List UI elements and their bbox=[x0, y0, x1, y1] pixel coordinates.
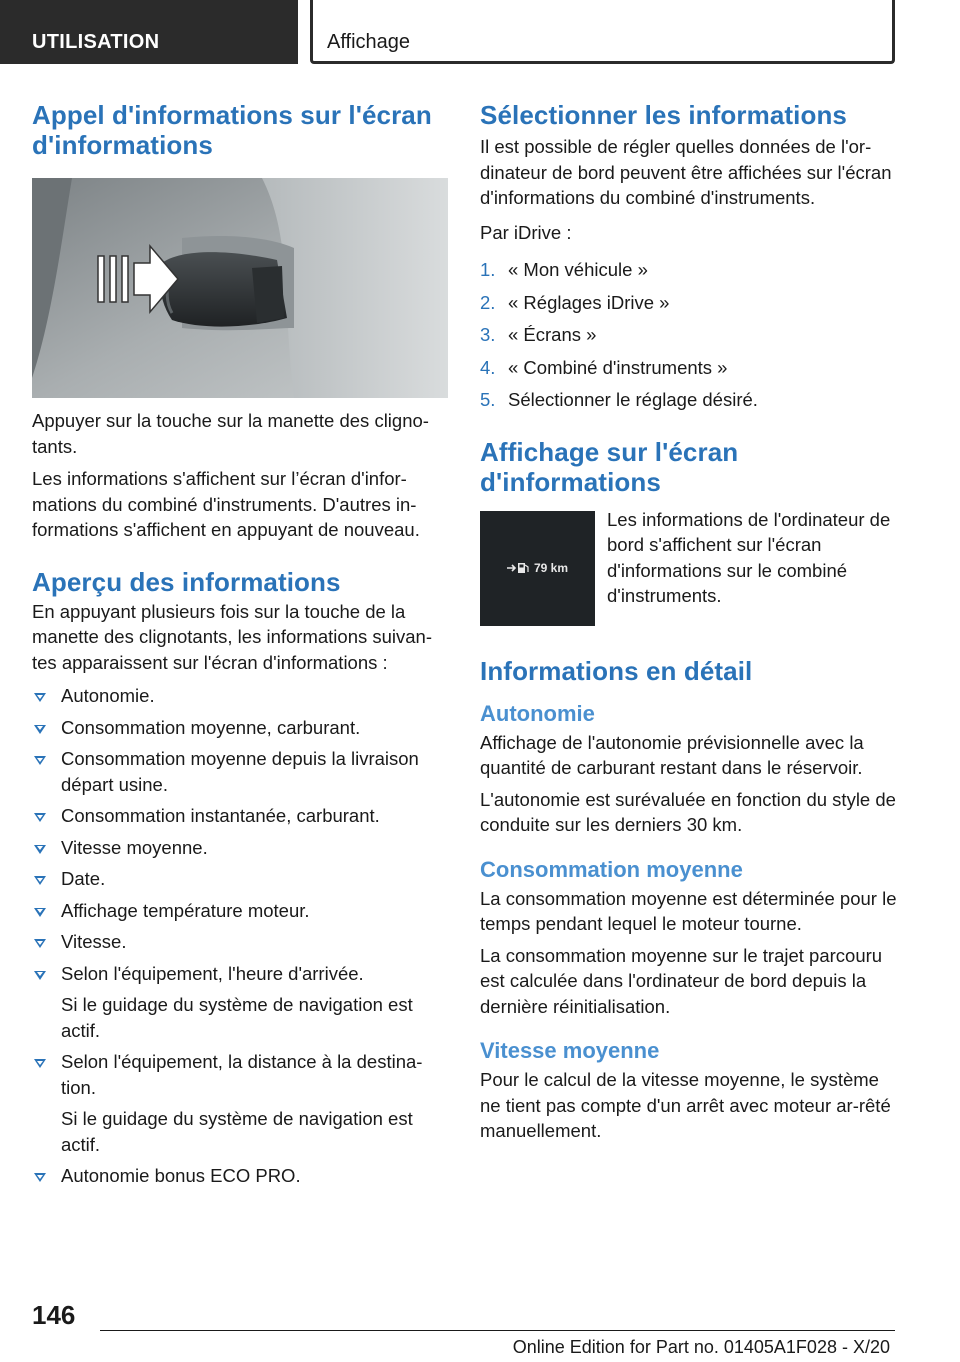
page-number: 146 bbox=[32, 1300, 76, 1330]
bullet-triangle-icon bbox=[34, 693, 46, 702]
paragraph-idrive: Par iDrive : bbox=[480, 221, 572, 243]
topic-tab: Affichage bbox=[310, 0, 895, 64]
idrive-steps bbox=[480, 257, 898, 413]
list-item: Autonomie bonus ECO PRO. bbox=[32, 1163, 448, 1189]
info-list bbox=[32, 683, 448, 986]
paragraph-range-2: L'autonomie est surévaluée en fonction du style de conduite sur les derniers 30 km. bbox=[480, 788, 896, 835]
bullet-triangle-icon bbox=[34, 939, 46, 948]
section-tab: UTILISATION bbox=[0, 0, 298, 64]
list-item: Vitesse. bbox=[32, 929, 448, 955]
list-item: Autonomie. bbox=[32, 683, 448, 709]
step-item: 5. Sélectionner le réglage désiré. bbox=[480, 389, 758, 410]
heading-overview: Aperçu des informations bbox=[32, 566, 341, 597]
paragraph-range-1: Affichage de l'autonomie prévisionnelle avec la quantité de carburant restant dans le réservoir. bbox=[480, 731, 864, 778]
paragraph-consumption-2: La consommation moyenne sur le trajet parcouru est calculée dans l'ordinateur de bord depuis la dernière réinitialisation. bbox=[480, 944, 883, 1017]
paragraph-overview: En appuyant plusieurs fois sur la touche de la manette des clignotants, les informations suivan-tes apparaissent sur l'écran d'informations : bbox=[32, 600, 433, 673]
list-item: Date. bbox=[32, 866, 448, 892]
right-column bbox=[480, 100, 898, 1144]
note-navigation: Si le guidage du système de navigation est actif. bbox=[61, 994, 413, 1041]
heading-display: Affichage sur l'écran d'informations bbox=[480, 436, 739, 497]
paragraph-speed: Pour le calcul de la vitesse moyenne, le système ne tient pas compte d'un arrêt avec moteur ar-rêté manuellement. bbox=[480, 1069, 891, 1141]
paragraph-display: Les informations de l'ordinateur de bord s'affichent sur l'écran d'informations sur le combiné d'instruments. bbox=[607, 508, 891, 606]
paragraph-show: Les informations s'affichent sur l’écran d'infor-mations du combiné d'instruments. D'autres in-formations s'affichent en appuyant de nouveau. bbox=[32, 468, 420, 540]
heading-select-info: Sélectionner les informations bbox=[480, 100, 847, 130]
info-list-cont bbox=[32, 1049, 448, 1100]
step-item: 2. « Réglages iDrive » bbox=[480, 291, 670, 313]
paragraph-consumption-1: La consommation moyenne est déterminée pour le temps pendant lequel le moteur tourne. bbox=[480, 887, 897, 934]
list-item: Affichage température moteur. bbox=[32, 898, 448, 924]
bullet-triangle-icon bbox=[34, 1173, 46, 1182]
list-item: Vitesse moyenne. bbox=[32, 835, 448, 861]
bullet-triangle-icon bbox=[34, 725, 46, 734]
bullet-triangle-icon bbox=[34, 756, 46, 765]
list-item: Selon l'équipement, l'heure d'arrivée. bbox=[32, 961, 448, 987]
subheading-range: Autonomie bbox=[480, 700, 595, 726]
footer-divider bbox=[100, 1330, 895, 1331]
step-item: 4. « Combiné d'instruments » bbox=[480, 356, 728, 378]
list-item: Consommation instantanée, carburant. bbox=[32, 803, 448, 829]
bullet-triangle-icon bbox=[34, 971, 46, 980]
heading-detail: Informations en détail bbox=[480, 655, 753, 686]
list-item: Consommation moyenne depuis la livraison départ usine. bbox=[32, 746, 448, 797]
bullet-triangle-icon bbox=[34, 1059, 46, 1068]
footer-edition: Online Edition for Part no. 01405A1F028 - X/20 bbox=[512, 1337, 890, 1357]
cluster-display-image bbox=[480, 511, 595, 626]
bullet-triangle-icon bbox=[34, 813, 46, 822]
bullet-triangle-icon bbox=[34, 876, 46, 885]
display-range-value: 79 km bbox=[533, 561, 569, 575]
bullet-triangle-icon bbox=[34, 908, 46, 917]
paragraph-press: Appuyer sur la touche sur la manette des cligno-tants. bbox=[32, 410, 429, 457]
subheading-speed: Vitesse moyenne bbox=[480, 1038, 660, 1063]
list-item: Consommation moyenne, carburant. bbox=[32, 715, 448, 741]
info-list-end bbox=[32, 1163, 448, 1189]
left-column bbox=[32, 100, 448, 1189]
heading-call-info: Appel d'informations sur l'écran d'informations bbox=[32, 100, 432, 160]
turn-signal-stalk-photo bbox=[32, 178, 448, 398]
bullet-triangle-icon bbox=[34, 845, 46, 854]
display-block bbox=[480, 508, 898, 626]
note-navigation: Si le guidage du système de navigation est actif. bbox=[61, 1108, 413, 1155]
list-item: Selon l'équipement, la distance à la destina-tion. bbox=[32, 1049, 448, 1100]
subheading-consumption: Consommation moyenne bbox=[480, 856, 743, 882]
step-item: 3. « Écrans » bbox=[480, 324, 597, 345]
step-item: 1. « Mon véhicule » bbox=[480, 259, 648, 280]
range-pump-icon bbox=[507, 562, 529, 574]
paragraph-select: Il est possible de régler quelles données de l'or-dinateur de bord peuvent être affichées sur l'écran d'informations du combiné d'instruments. bbox=[480, 136, 892, 208]
